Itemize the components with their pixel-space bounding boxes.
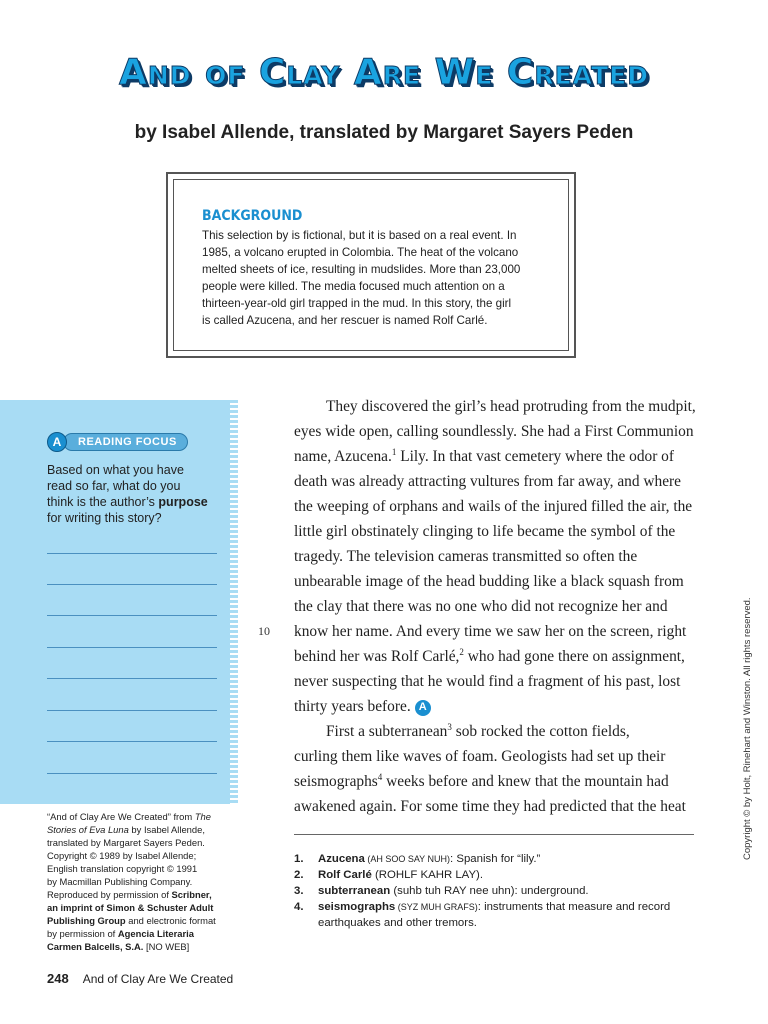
story-line: awakened again. For some time they had predicted that the heat [294,798,686,815]
reading-focus-sidebar [0,400,234,804]
footer-title: And of Clay Are We Created [82,972,234,986]
question-line [47,494,227,510]
story-line: little girl obstinately clinging to life became the symbol of the [294,523,676,540]
story-line: seismographs$^4$ weeks before and knew that the mountain had [294,772,669,790]
story-line: name, Azucena.$^1$ Lily. In that vast cemetery where the odor of [294,447,674,465]
question-keyword: purpose [158,495,208,509]
story-line: tragedy. The television cameras transmitted so often the [294,548,638,565]
background-line: melted sheets of ice, resulting in mudslides. More than 23,000 [202,263,521,276]
reading-focus-badge [47,432,188,452]
credit-line: Publishing Group and electronic format [47,915,216,926]
credit-line: English translation copyright © 1991 [47,863,198,874]
line-number: 10 [258,624,270,638]
answer-line[interactable] [47,553,217,554]
sidebar-torn-edge [230,400,238,804]
story-line: They discovered the girl’s head protruding from the mudpit, [326,398,696,415]
story-line: curling them like waves of foam. Geologists had set up their [294,748,666,765]
page-title: And of Clay Are We Created [119,52,649,93]
story-text [294,394,694,819]
answer-line[interactable] [47,647,217,648]
reading-focus-question [47,462,227,526]
question-line: for writing this story? [47,511,162,525]
credit-line: an imprint of Simon & Schuster Adult [47,902,214,913]
credit-line: Carmen Balcells, S.A. [NO WEB] [47,941,190,952]
credit-line: “And of Clay Are We Created” from The [47,811,211,822]
background-line: 1985, a volcano erupted in Colombia. The heat of the volcano [202,246,519,259]
answer-line[interactable] [47,615,217,616]
reading-focus-marker: A [47,432,67,452]
credit-line: Stories of Eva Luna by Isabel Allende, [47,824,205,835]
footnote-ref[interactable]: 3 [447,722,452,732]
footnotes [294,851,714,931]
page-number: 248 [47,971,69,986]
page-footer [47,971,233,986]
reading-focus-marker-inline[interactable]: A [415,700,431,716]
story-line: First a subterranean$^3$ sob rocked the cotton fields, [326,722,630,740]
footnote: 3. subterranean (suhb tuh RAY nee uhn): underground. [294,885,589,897]
footnote: 4. seismographs (SYZ MUH GRAFS): instruments that measure and record earthquakes and other tremors. [294,901,671,929]
story-line: thirty years before. A [294,694,694,719]
footnote-ref[interactable]: 4 [377,772,383,782]
footnote: 2. Rolf Carlé (ROHLF KAHR LAY). [294,869,484,881]
story-line: eyes wide open, calling soundlessly. She had a First Communion [294,423,694,440]
footnote: 1. Azucena (AH SOO SAY NUH): Spanish for “lily.” [294,853,541,865]
background-line: is called Azucena, and her rescuer is named Rolf Carlé. [202,314,488,327]
credit-line: Reproduced by permission of Scribner, [47,889,212,900]
answer-line[interactable] [47,773,217,774]
question-text: think is the author’s [47,495,159,509]
story-line: unbearable image of the head budding like a black squash from [294,573,684,590]
question-line: Based on what you have [47,463,184,477]
credit-line: by permission of Agencia Literaria [47,928,194,939]
byline: by Isabel Allende, translated by Margaret Sayers Peden [134,122,634,143]
footnote-divider [294,834,694,835]
answer-line[interactable] [47,584,217,585]
source-credits [47,810,237,953]
story-line: know her name. And every time we saw her on the screen, right [294,623,687,640]
story-line: never suspecting that he would find a fragment of his past, lost [294,673,681,690]
background-text [202,227,546,329]
story-line: the weeping of orphans and wails of the injured filled the air, the [294,498,693,515]
background-heading: BACKGROUND [202,208,303,224]
question-line: read so far, what do you [47,479,181,493]
background-box-inner [173,179,569,351]
answer-line[interactable] [47,741,217,742]
copyright-notice: Copyright © by Holt, Rinehart and Winston. All rights reserved. [742,597,753,860]
footnote-ref[interactable]: 1 [391,447,397,457]
footnote-ref[interactable]: 2 [459,647,464,657]
background-line: thirteen-year-old girl trapped in the mud. In this story, the girl [202,297,512,310]
story-line: behind her was Rolf Carlé,$^2$ who had gone there on assignment, [294,647,685,665]
background-line: This selection by is fictional, but it is based on a real event. In [202,229,517,242]
credit-line: translated by Margaret Sayers Peden. [47,837,205,848]
credit-line: by Macmillan Publishing Company. [47,876,193,887]
reading-focus-label: READING FOCUS [63,433,188,451]
answer-line[interactable] [47,710,217,711]
background-box [166,172,576,358]
answer-line[interactable] [47,678,217,679]
story-line: death was already attracting vultures from far away, and where [294,473,682,490]
background-line: people were killed. The media focused much attention on a [202,280,505,293]
credit-line: Copyright © 1989 by Isabel Allende; [47,850,197,861]
story-line: the clay that there was no one who did not recognize her and [294,598,668,615]
